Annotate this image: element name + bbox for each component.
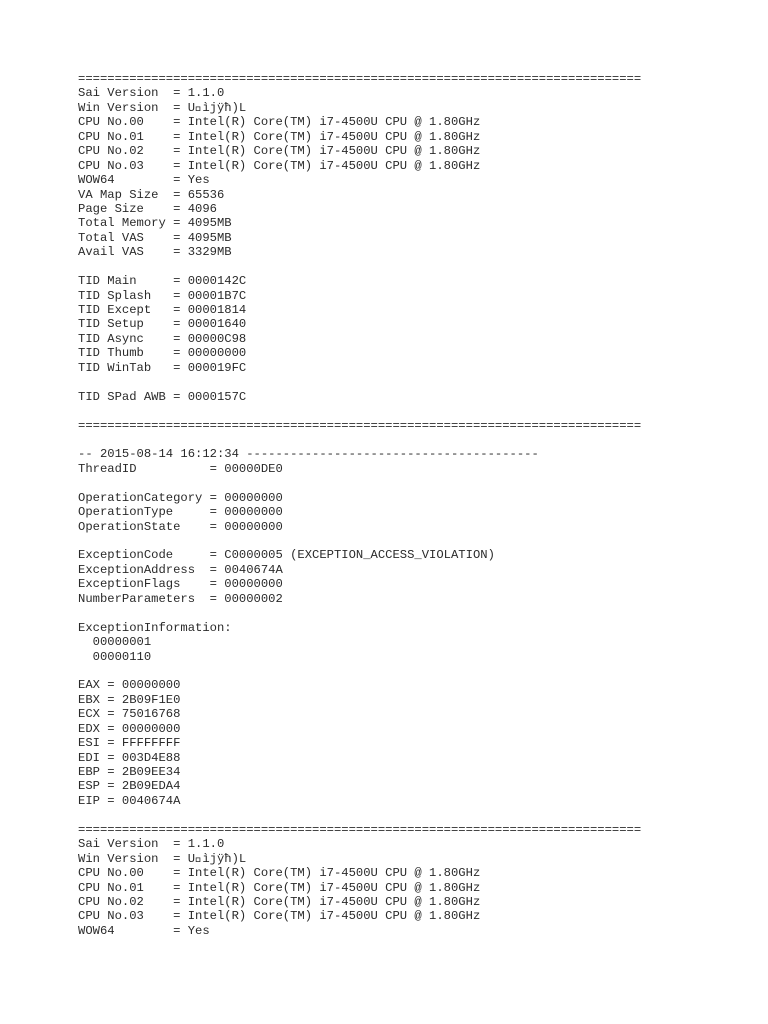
log-line: Sai Version = 1.1.0 — [78, 837, 225, 852]
log-line: EDI = 003D4E88 — [78, 750, 181, 765]
blank-line — [78, 476, 758, 490]
log-line: EBP = 2B09EE34 — [78, 765, 181, 779]
separator-line: ============================================================================= — [78, 822, 642, 837]
log-line: ESP = 2B09EDA4 — [78, 779, 181, 794]
log-line: ECX = 75016768 — [78, 707, 181, 722]
log-line: TID WinTab = 000019FC — [78, 360, 247, 375]
log-line: Win Version = U ìjÿħ)L — [78, 100, 247, 115]
blank-line — [78, 260, 758, 274]
separator-line: ============================================================================= — [78, 418, 642, 433]
log-line: NumberParameters = 00000002 — [78, 591, 283, 606]
log-line: TID SPad AWB = 0000157C — [78, 389, 247, 404]
log-line: ExceptionInformation: — [78, 620, 232, 635]
blank-line — [78, 433, 758, 447]
log-line: EBX = 2B09F1E0 — [78, 692, 181, 707]
log-line: Total VAS = 4095MB — [78, 230, 232, 245]
crash-log-document — [78, 72, 758, 938]
log-line: CPU No.03 = Intel(R) Core(TM) i7-4500U CPU @ 1.80GHz — [78, 158, 481, 173]
log-line: CPU No.00 = Intel(R) Core(TM) i7-4500U CPU @ 1.80GHz — [78, 115, 481, 130]
log-line: EDX = 00000000 — [78, 721, 181, 736]
log-line: ExceptionCode = C0000005 (EXCEPTION_ACCESS_VIOLATION) — [78, 548, 495, 563]
log-line: WOW64 = Yes — [78, 923, 210, 938]
log-line: Sai Version = 1.1.0 — [78, 86, 225, 101]
timestamp-header: -- 2015-08-14 16:12:34 ---------------------------------------- — [78, 447, 539, 462]
log-line: TID Async = 00000C98 — [78, 331, 247, 346]
blank-line — [78, 664, 758, 678]
blank-line — [78, 375, 758, 389]
blank-line — [78, 808, 758, 822]
log-line: 00000110 — [78, 649, 152, 664]
log-line: ExceptionAddress = 0040674A — [78, 562, 283, 577]
log-line: TID Thumb = 00000000 — [78, 346, 247, 361]
log-line: Page Size = 4096 — [78, 201, 217, 216]
log-line: CPU No.03 = Intel(R) Core(TM) i7-4500U CPU @ 1.80GHz — [78, 909, 481, 924]
log-line: ESI = FFFFFFFF — [78, 736, 181, 751]
log-line: TID Main = 0000142C — [78, 274, 247, 289]
log-line: CPU No.01 = Intel(R) Core(TM) i7-4500U CPU @ 1.80GHz — [78, 129, 481, 144]
log-line: VA Map Size = 65536 — [78, 187, 225, 202]
log-line: OperationType = 00000000 — [78, 505, 283, 520]
log-line: OperationState = 00000000 — [78, 519, 283, 534]
log-line: CPU No.02 = Intel(R) Core(TM) i7-4500U CPU @ 1.80GHz — [78, 144, 481, 159]
log-line: Win Version = U ìjÿħ)L — [78, 851, 247, 866]
log-line: TID Splash = 00001B7C — [78, 288, 247, 303]
log-line: 00000001 — [78, 635, 152, 650]
log-line: OperationCategory = 00000000 — [78, 490, 283, 505]
log-line: CPU No.02 = Intel(R) Core(TM) i7-4500U CPU @ 1.80GHz — [78, 894, 481, 909]
blank-line — [78, 606, 758, 620]
log-line: Avail VAS = 3329MB — [78, 245, 232, 260]
log-line: CPU No.01 = Intel(R) Core(TM) i7-4500U CPU @ 1.80GHz — [78, 880, 481, 895]
log-line: EAX = 00000000 — [78, 678, 181, 693]
blank-line — [78, 534, 758, 548]
log-line: ExceptionFlags = 00000000 — [78, 577, 283, 592]
log-line: TID Except = 00001814 — [78, 303, 247, 317]
log-line: EIP = 0040674A — [78, 793, 181, 808]
separator-line: ============================================================================= — [78, 72, 642, 86]
log-line: Total Memory = 4095MB — [78, 216, 232, 231]
log-line: TID Setup = 00001640 — [78, 317, 247, 332]
log-line: WOW64 = Yes — [78, 173, 210, 188]
blank-line — [78, 404, 758, 418]
log-line: ThreadID = 00000DE0 — [78, 461, 283, 476]
log-line: CPU No.00 = Intel(R) Core(TM) i7-4500U CPU @ 1.80GHz — [78, 866, 481, 881]
